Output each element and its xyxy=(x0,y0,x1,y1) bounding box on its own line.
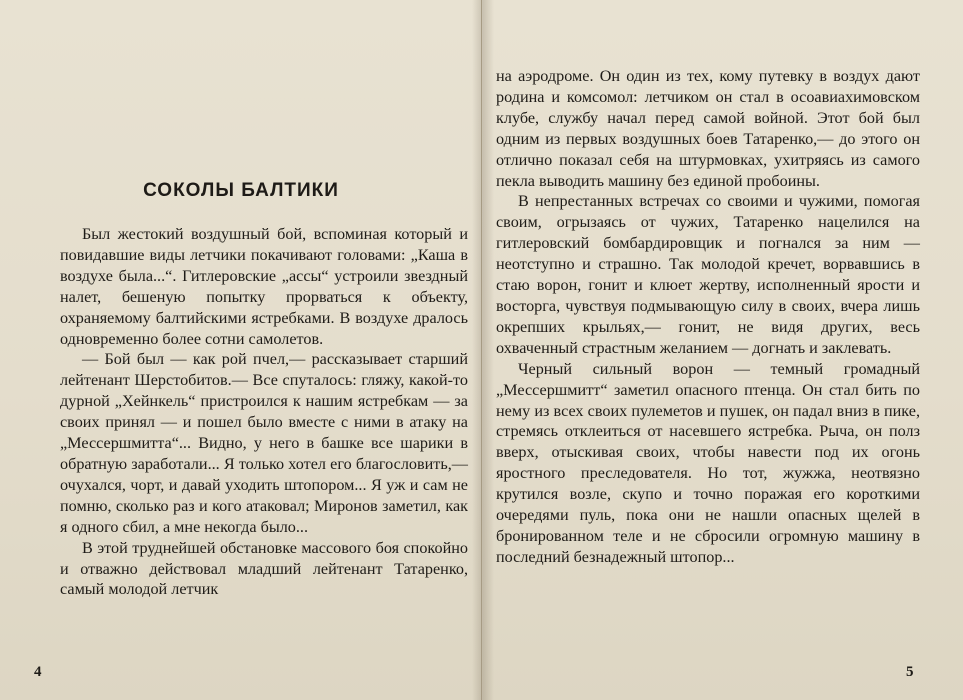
page-number: 5 xyxy=(906,664,914,680)
paragraph: Черный сильный ворон — темный громадный „Мессершмитт“ заметил опасного птенца. Он стал бить по нему из всех своих пулеметов и пушек, он падал вниз в пике, стремясь отклеиться от насевшего ястребка. Рыча, он полз вверх, отыскивая своих, чтобы навести под их огонь яростного преследователя. Но тот, жужжа, неотвязно крутился возле, скупо и точно поражая его короткими очередями пуль, пока они не нашли опасных щелей в бронированном теле и не сбросили огромную машину в последний безнадежный штопор... xyxy=(496,359,920,566)
right-page xyxy=(482,0,963,700)
right-text-column xyxy=(496,66,920,568)
paragraph: В непрестанных встречах со своими и чужими, помогая своим, огрызаясь от чужих, Татаренко нацелился на гитлеровский бомбардировщик и погнался за ним — неотступно и страшно. Так молодой кречет, ворвавшись в стаю ворон, гонит и клюет жертву, исполненный ярости и восторга, чувствуя подмывающую силу в своих, вчера лишь окрепших крыльях,— гонит, не видя других, весь охваченный страстным желанием — догнать и заклевать. xyxy=(496,192,920,357)
book-gutter xyxy=(472,0,494,700)
paragraph: — Бой был — как рой пчел,— рассказывает старший лейтенант Шерстобитов.— Все спуталось: гляжу, какой-то дурной „Хейнкель“ пристроился к нашим ястребкам — за своих принял — и пошел было вместе с ними в атаку на „Мессершмитта“... Видно, у него в башке все шарики в обратную заработали... Я только хотел его благословить,— очухался, чорт, и давай уходить штопором... Я уж и сам не помню, сколько раз и кого атаковал; Миронов заметил, как я одного сбил, а мне некогда было... xyxy=(60,350,468,536)
left-text-column xyxy=(60,224,468,600)
paragraph: на аэродроме. Он один из тех, кому путевку в воздух дают родина и комсомол: летчиком он стал в осоавиахимовском клубе, службу начал перед самой войной. Этот бой был одним из первых воздушных боев Татаренко,— до этого он отлично показал себя на штурмовках, ухитряясь из самого пекла выводить машину без единой пробоины. xyxy=(496,67,920,190)
chapter-title: СОКОЛЫ БАЛТИКИ xyxy=(143,180,339,201)
page-number: 4 xyxy=(34,664,42,680)
paragraph: В этой труднейшей обстановке массового боя спокойно и отважно действовал младший лейтенант Татаренко, самый молодой летчик xyxy=(60,538,468,599)
paragraph: Был жестокий воздушный бой, вспоминая который и повидавшие виды летчики покачивают головами: „Каша в воздухе была...“. Гитлеровские „ассы“ устроили звездный налет, бешеную попытку прорваться к объекту, охраняемому балтийскими ястребками. В воздухе дралось одновременно более сотни самолетов. xyxy=(60,225,468,348)
